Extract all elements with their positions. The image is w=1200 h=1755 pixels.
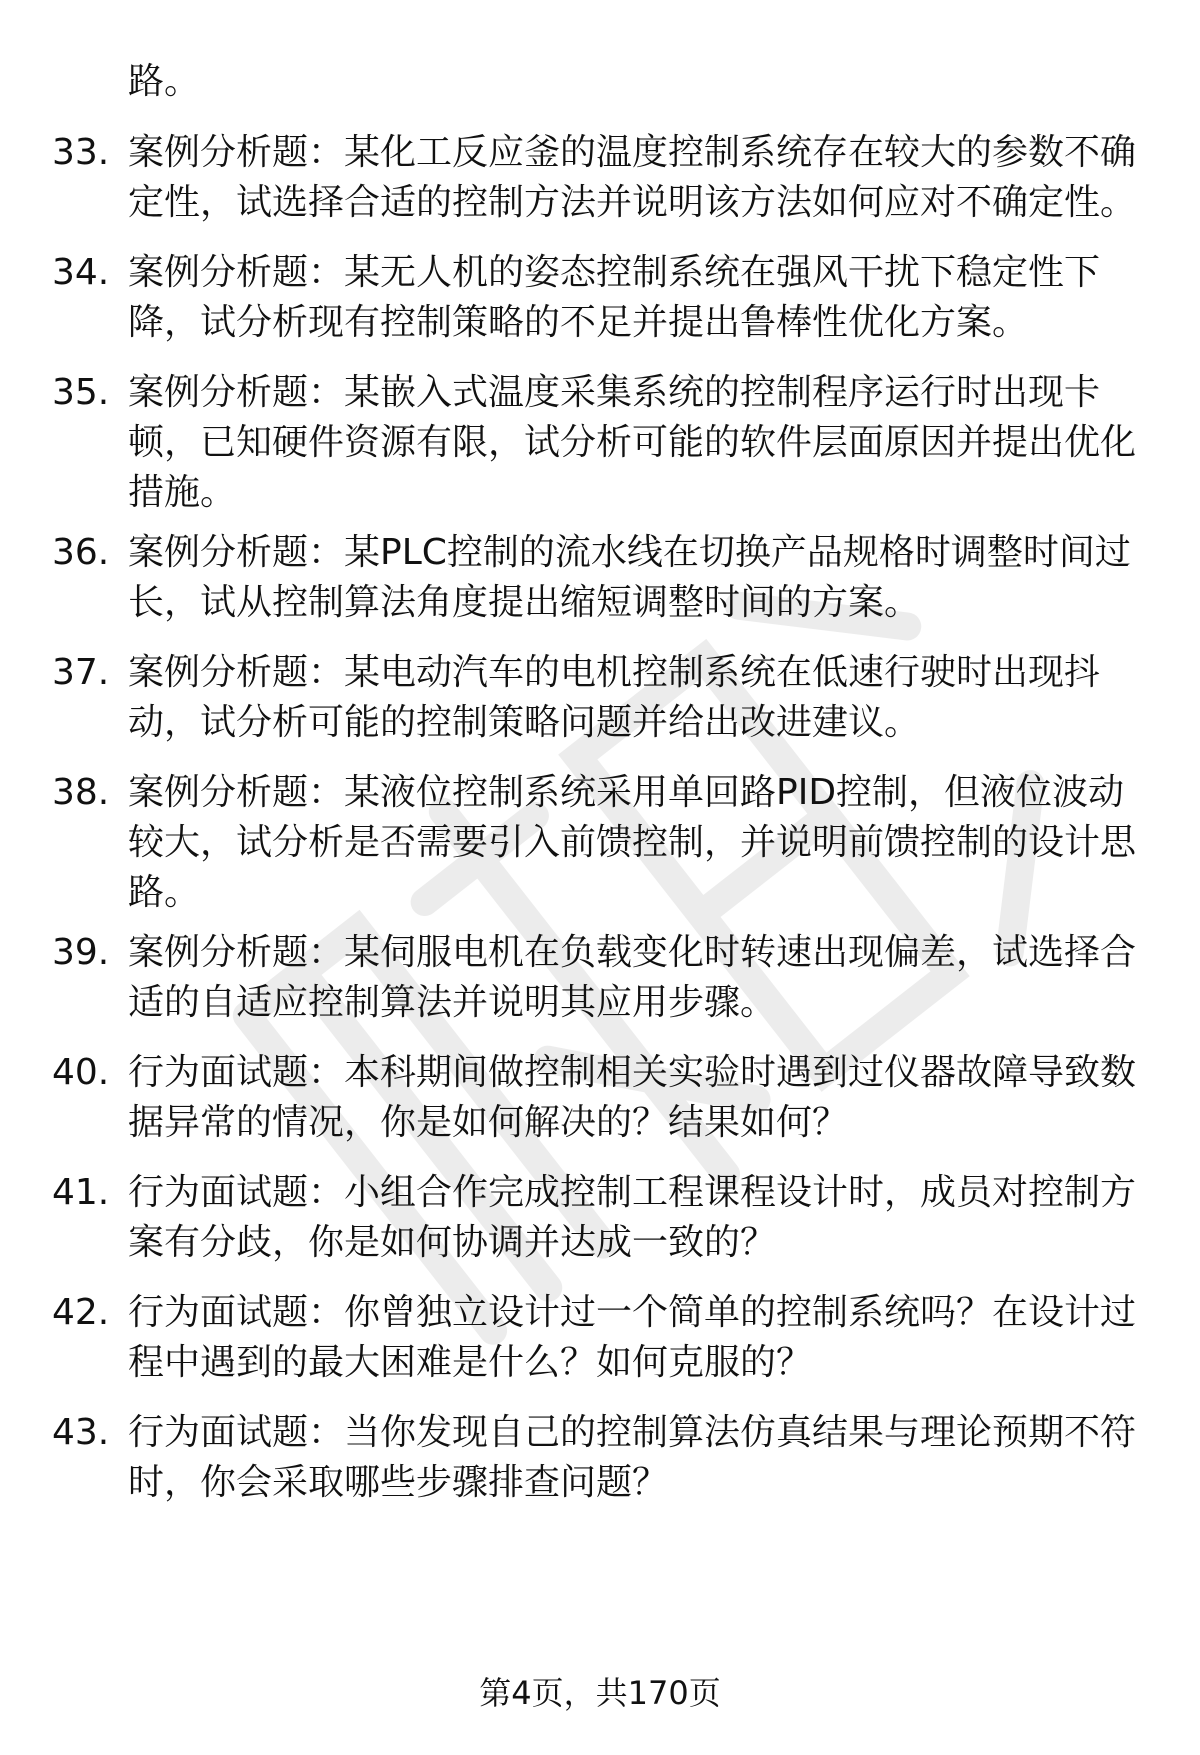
question-number: 39.	[52, 932, 110, 973]
question-text-line: 行为面试题：小组合作完成控制工程课程设计时，成员对控制方	[128, 1172, 1137, 1213]
question-text-line: 据异常的情况，你是如何解决的？结果如何？	[128, 1102, 849, 1143]
question-text	[128, 368, 1148, 518]
question-text	[128, 768, 1148, 918]
question-text-line: 案例分析题：某液位控制系统采用单回路PID控制，但液位波动	[128, 772, 1125, 813]
question-text-line: 案例分析题：某伺服电机在负载变化时转速出现偏差，试选择合	[128, 932, 1137, 973]
question-text-line: 案例分析题：某嵌入式温度采集系统的控制程序运行时出现卡	[128, 372, 1101, 413]
question-text-line: 程中遇到的最大困难是什么？如何克服的？	[128, 1342, 813, 1383]
question-number: 33.	[52, 132, 110, 173]
question-text-line: 措施。	[128, 472, 237, 513]
question-text	[128, 928, 1148, 1028]
question-text	[128, 648, 1148, 748]
question-text-line: 案例分析题：某PLC控制的流水线在切换产品规格时调整时间过	[128, 532, 1131, 573]
question-text-line: 顿，已知硬件资源有限，试分析可能的软件层面原因并提出优化	[128, 422, 1137, 463]
question-text-line: 动，试分析可能的控制策略问题并给出改进建议。	[128, 702, 921, 743]
question-text-line: 案有分歧，你是如何协调并达成一致的？	[128, 1222, 777, 1263]
question-text-line: 路。	[128, 872, 201, 913]
question-number: 38.	[52, 772, 110, 813]
question-text-line: 行为面试题：本科期间做控制相关实验时遇到过仪器故障导致数	[128, 1052, 1137, 1093]
question-text	[128, 528, 1148, 628]
question-number: 41.	[52, 1172, 110, 1213]
question-text-line: 长，试从控制算法角度提出缩短调整时间的方案。	[128, 582, 921, 623]
question-text-line: 时，你会采取哪些步骤排查问题？	[128, 1462, 669, 1503]
question-text-line: 较大，试分析是否需要引入前馈控制，并说明前馈控制的设计思	[128, 822, 1137, 863]
question-text-line: 适的自适应控制算法并说明其应用步骤。	[128, 982, 777, 1023]
question-text-line: 案例分析题：某化工反应釜的温度控制系统存在较大的参数不确	[128, 132, 1137, 173]
question-text-line: 案例分析题：某电动汽车的电机控制系统在低速行驶时出现抖	[128, 652, 1101, 693]
question-number: 40.	[52, 1052, 110, 1093]
continuation-text: 路。	[128, 61, 201, 102]
question-number: 34.	[52, 252, 110, 293]
question-text	[128, 1408, 1148, 1508]
question-number: 42.	[52, 1292, 110, 1333]
question-text-line: 行为面试题：你曾独立设计过一个简单的控制系统吗？在设计过	[128, 1292, 1137, 1333]
question-number: 43.	[52, 1412, 110, 1453]
question-text	[128, 128, 1148, 228]
question-text-line: 行为面试题：当你发现自己的控制算法仿真结果与理论预期不符	[128, 1412, 1137, 1453]
question-text	[128, 248, 1148, 348]
question-text-line: 定性，试选择合适的控制方法并说明该方法如何应对不确定性。	[128, 182, 1137, 223]
page-footer: 第4页，共170页	[479, 1674, 721, 1712]
question-text	[128, 1288, 1148, 1388]
question-number: 37.	[52, 652, 110, 693]
question-number: 35.	[52, 372, 110, 413]
question-text	[128, 1048, 1148, 1148]
question-text-line: 案例分析题：某无人机的姿态控制系统在强风干扰下稳定性下	[128, 252, 1101, 293]
question-text	[128, 1168, 1148, 1268]
question-number: 36.	[52, 532, 110, 573]
question-text-line: 降，试分析现有控制策略的不足并提出鲁棒性优化方案。	[128, 302, 1029, 343]
